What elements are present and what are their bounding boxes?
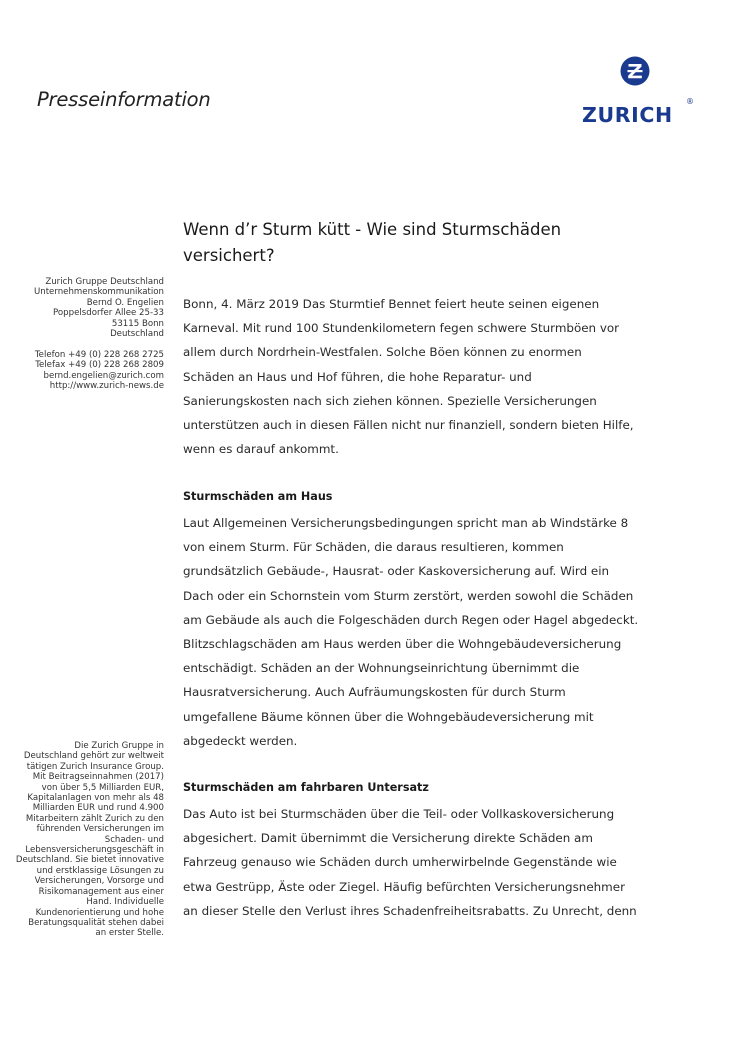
about-line: Deutschland. Sie bietet innovative: [15, 855, 164, 866]
intro-line: Bonn, 4. März 2019 Das Sturmtief Bennet feiert heute seinen eigenen: [183, 297, 600, 311]
about-line: tätigen Zurich Insurance Group.: [26, 761, 164, 772]
contact-line: Deutschland: [110, 329, 164, 340]
about-line: Deutschland gehört zur weltweit: [23, 751, 164, 762]
about-line: Mit Beitragseinnahmen (2017): [32, 772, 164, 783]
about-line: Hand. Individuelle: [86, 897, 164, 908]
intro-line: Schäden an Haus und Hof führen, die hohe Reparatur- und: [183, 369, 532, 384]
intro-line: unterstützen auch in diesen Fällen nicht nur finanziell, sondern bieten Hilfe,: [183, 417, 634, 432]
zurich-logo: [578, 56, 708, 136]
body-line: Hausratversicherung. Auch Aufräumungskosten für durch Sturm: [183, 685, 566, 700]
about-line: Versicherungen, Vorsorge und: [34, 876, 164, 887]
body-line: grundsätzlich Gebäude-, Hausrat- oder Kaskoversicherung auf. Wird ein: [183, 564, 610, 579]
document-type-title: Presseinformation: [37, 88, 211, 111]
body-line: umgefallene Bäume können über die Wohngebäudeversicherung mit: [183, 709, 594, 724]
about-line: führenden Versicherungen im: [36, 824, 164, 835]
about-line: Milliarden EUR und rund 4.900: [32, 803, 164, 814]
body-line: Das Auto ist bei Sturmschäden über die Teil- oder Vollkaskoversicherung: [183, 807, 615, 821]
about-line: Risikomanagement aus einer: [38, 886, 164, 897]
about-line: Lebensversicherungsgeschäft in: [25, 845, 164, 856]
about-line: Kapitalanlagen von mehr als 48: [27, 793, 164, 804]
contact-phone: Telefon +49 (0) 228 268 2725: [34, 349, 164, 360]
contact-email[interactable]: bernd.engelien@zurich.com: [43, 370, 164, 381]
body-line: etwa Gestrüpp, Äste oder Ziegel. Häufig befürchten Versicherungsnehmer: [183, 879, 625, 894]
about-line: von über 5,5 Milliarden EUR,: [41, 782, 164, 793]
about-line: Mitarbeitern zählt Zurich zu den: [25, 813, 164, 824]
body-line: abgesichert. Damit übernimmt die Versicherung direkte Schäden am: [183, 831, 593, 846]
contact-line: Poppelsdorfer Allee 25-33: [53, 308, 164, 319]
body-line: am Gebäude als auch die Folgeschäden durch Regen oder Hagel abgedeckt.: [183, 612, 639, 627]
zurich-emblem-icon: [620, 56, 650, 86]
intro-line: Karneval. Mit rund 100 Stundenkilometern fegen schwere Sturmböen vor: [183, 321, 620, 336]
contact-fax: Telefax +49 (0) 228 268 2809: [35, 360, 164, 371]
body-line: entschädigt. Schäden an der Wohnungseinrichtung übernimmt die: [183, 661, 580, 676]
about-line: Kundenorientierung und hohe: [35, 907, 164, 918]
logo-wordmark: ZURICH: [582, 103, 673, 127]
body-line: Fahrzeug genauso wie Schäden durch umherwirbelnde Gegenstände wie: [183, 855, 617, 870]
intro-line: allem durch Nordrhein-Westfalen. Solche Böen können zu enormen: [183, 345, 582, 360]
registered-mark: ®: [686, 97, 694, 106]
contact-line: Bernd O. Engelien: [86, 297, 164, 308]
body-line: abgedeckt werden.: [183, 733, 298, 748]
contact-spacer: [14, 339, 164, 349]
intro-line: wenn es darauf ankommt.: [183, 442, 339, 457]
body-line: Laut Allgemeinen Versicherungsbedingungen spricht man ab Windstärke 8: [183, 516, 629, 530]
section-heading-vehicle: Sturmschäden am fahrbaren Untersatz: [183, 781, 429, 794]
body-line: von einem Sturm. Für Schäden, die daraus resultieren, kommen: [183, 540, 564, 555]
company-about: [14, 741, 164, 939]
contact-website-link[interactable]: http://www.zurich-news.de: [49, 381, 164, 392]
section-house-paragraph: [183, 511, 653, 753]
section-heading-house: Sturmschäden am Haus: [183, 490, 333, 503]
contact-line: Zurich Gruppe Deutschland: [45, 277, 164, 287]
body-line: Dach oder ein Schornstein vom Sturm zerstört, werden sowohl die Schäden: [183, 588, 634, 603]
about-line: Schaden- und: [104, 834, 164, 845]
section-vehicle-paragraph: [183, 802, 653, 923]
contact-line: 53115 Bonn: [111, 318, 164, 329]
contact-line: Unternehmenskommunikation: [33, 287, 164, 298]
intro-paragraph: [183, 292, 653, 461]
about-line: Beratungsqualität stehen dabei: [28, 917, 164, 928]
about-line: und erstklassige Lösungen zu: [36, 865, 164, 876]
about-line: Die Zurich Gruppe in: [74, 741, 164, 751]
article-headline: Wenn d’r Sturm kütt - Wie sind Sturmschäden versichert?: [183, 220, 562, 265]
body-line: Blitzschlagschäden am Haus werden über die Wohngebäudeversicherung: [183, 636, 622, 651]
body-line: an dieser Stelle den Verlust ihres Schadenfreiheitsrabatts. Zu Unrecht, denn: [183, 903, 637, 918]
intro-line: Sanierungskosten nach sich ziehen können. Spezielle Versicherungen: [183, 393, 597, 408]
contact-info: [14, 277, 164, 391]
about-line: an erster Stelle.: [95, 928, 164, 939]
